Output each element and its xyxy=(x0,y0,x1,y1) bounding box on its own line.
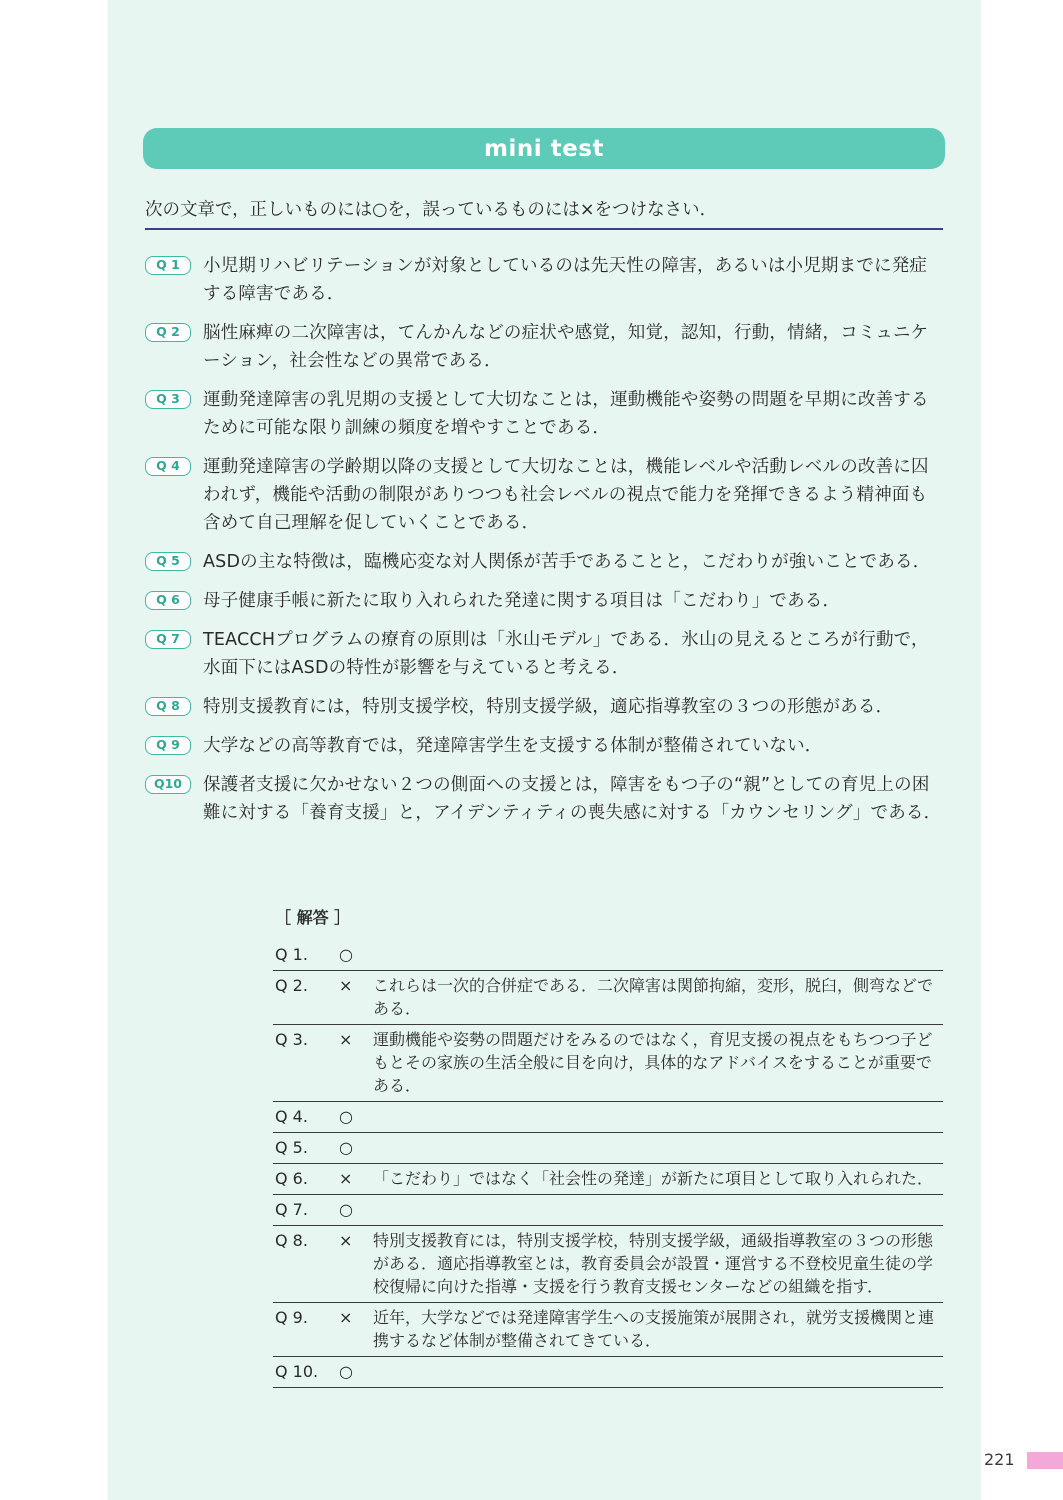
answer-row xyxy=(273,1025,943,1102)
answer-heading: ［ 解答 ］ xyxy=(275,908,351,927)
question-item xyxy=(145,386,943,442)
question-item xyxy=(145,693,943,721)
question-text: 運動発達障害の乳児期の支援として大切なことは，運動機能や姿勢の問題を早期に改善するために可能な限り訓練の頻度を増やすことである． xyxy=(203,390,929,438)
question-badge: Q10 xyxy=(145,775,191,794)
question-badge: Q 9 xyxy=(145,736,191,755)
page-number: 221 xyxy=(984,1450,1015,1469)
answer-row xyxy=(273,1303,943,1357)
question-item xyxy=(145,587,943,615)
page-tab-marker xyxy=(1027,1452,1063,1469)
question-item xyxy=(145,626,943,682)
question-text: TEACCHプログラムの療育の原則は「氷山モデル」である．氷山の見えるところが行動で，水面下にはASDの特性が影響を与えていると考える． xyxy=(203,630,929,678)
answer-number: Q 7. xyxy=(275,1200,308,1219)
question-badge: Q 1 xyxy=(145,256,191,275)
answer-mark: ○ xyxy=(339,945,353,964)
answer-row xyxy=(273,1357,943,1388)
question-text: 保護者支援に欠かせない２つの側面への支援とは，障害をもつ子の“親”としての育児上の困難に対する「養育支援」と，アイデンティティの喪失感に対する「カウンセリング」である． xyxy=(203,775,942,823)
answer-mark: × xyxy=(339,1169,353,1188)
answer-number: Q 1. xyxy=(275,945,308,964)
answer-mark: × xyxy=(339,1308,353,1327)
answer-row xyxy=(273,971,943,1025)
answer-mark: ○ xyxy=(339,1138,353,1157)
question-badge: Q 4 xyxy=(145,457,191,476)
answer-mark: ○ xyxy=(339,1362,353,1381)
banner-title: mini test xyxy=(484,135,604,162)
question-item xyxy=(145,548,943,576)
question-item xyxy=(145,319,943,375)
question-text: ASDの主な特徴は，臨機応変な対人関係が苦手であることと，こだわりが強いことである． xyxy=(203,552,931,572)
answer-number: Q 10. xyxy=(275,1362,319,1381)
answer-row xyxy=(273,1164,943,1195)
answer-mark: ○ xyxy=(339,1107,353,1126)
answer-row xyxy=(273,1226,943,1303)
question-text: 脳性麻痺の二次障害は，てんかんなどの症状や感覚，知覚，認知，行動，情緒，コミュニケーション，社会性などの異常である． xyxy=(203,323,929,371)
answer-row xyxy=(273,1133,943,1164)
answer-explanation: これらは一次的合併症である．二次障害は関節拘縮，変形，脱臼，側弯などである． xyxy=(373,976,934,1018)
question-badge: Q 2 xyxy=(145,323,191,342)
question-text: 母子健康手帳に新たに取り入れられた発達に関する項目は「こだわり」である． xyxy=(203,591,841,611)
answer-mark: × xyxy=(339,976,353,995)
answer-mark: ○ xyxy=(339,1200,353,1219)
answer-mark: × xyxy=(339,1030,353,1049)
answer-section xyxy=(273,905,943,1388)
answer-number: Q 8. xyxy=(275,1231,308,1250)
answer-explanation: 特別支援教育には，特別支援学校，特別支援学級，通級指導教室の３つの形態がある．適応指導教室とは，教育委員会が設置・運営する不登校児童生徒の学校復帰に向けた指導・支援を行う教育支援センターなどの組織を指す． xyxy=(373,1231,934,1296)
question-badge: Q 6 xyxy=(145,591,191,610)
question-item xyxy=(145,771,943,827)
question-text: 運動発達障害の学齢期以降の支援として大切なことは，機能レベルや活動レベルの改善に囚われず，機能や活動の制限がありつつも社会レベルの視点で能力を発揮できるよう精神面も含めて自己理解を促していくことである． xyxy=(203,457,929,533)
answer-number: Q 4. xyxy=(275,1107,308,1126)
question-text: 小児期リハビリテーションが対象としているのは先天性の障害，あるいは小児期までに発症する障害である． xyxy=(203,256,928,304)
answer-row xyxy=(273,1195,943,1226)
question-badge: Q 3 xyxy=(145,390,191,409)
mini-test-banner xyxy=(143,128,945,169)
answer-number: Q 3. xyxy=(275,1030,308,1049)
question-badge: Q 8 xyxy=(145,697,191,716)
question-item xyxy=(145,732,943,760)
answer-number: Q 2. xyxy=(275,976,308,995)
answer-number: Q 5. xyxy=(275,1138,308,1157)
question-badge: Q 7 xyxy=(145,630,191,649)
question-text: 大学などの高等教育では，発達障害学生を支援する体制が整備されていない． xyxy=(203,736,823,756)
answer-explanation: 運動機能や姿勢の問題だけをみるのではなく，育児支援の視点をもちつつ子どもとその家族の生活全般に目を向け，具体的なアドバイスをすることが重要である． xyxy=(373,1030,933,1095)
question-item xyxy=(145,453,943,537)
answer-row xyxy=(273,1102,943,1133)
answer-mark: × xyxy=(339,1231,353,1250)
question-item xyxy=(145,252,943,308)
question-list xyxy=(145,252,943,838)
answer-row xyxy=(273,940,943,971)
question-text: 特別支援教育には，特別支援学校，特別支援学級，適応指導教室の３つの形態がある． xyxy=(203,697,894,717)
answer-number: Q 9. xyxy=(275,1308,308,1327)
answer-number: Q 6. xyxy=(275,1169,308,1188)
answer-explanation: 「こだわり」ではなく「社会性の発達」が新たに項目として取り入れられた． xyxy=(373,1169,934,1188)
answer-explanation: 近年，大学などでは発達障害学生への支援施策が展開され，就労支援機関と連携するなど体制が整備されてきている． xyxy=(373,1308,934,1350)
question-badge: Q 5 xyxy=(145,552,191,571)
instruction-text: 次の文章で，正しいものには○を，誤っているものには×をつけなさい． xyxy=(145,196,943,230)
